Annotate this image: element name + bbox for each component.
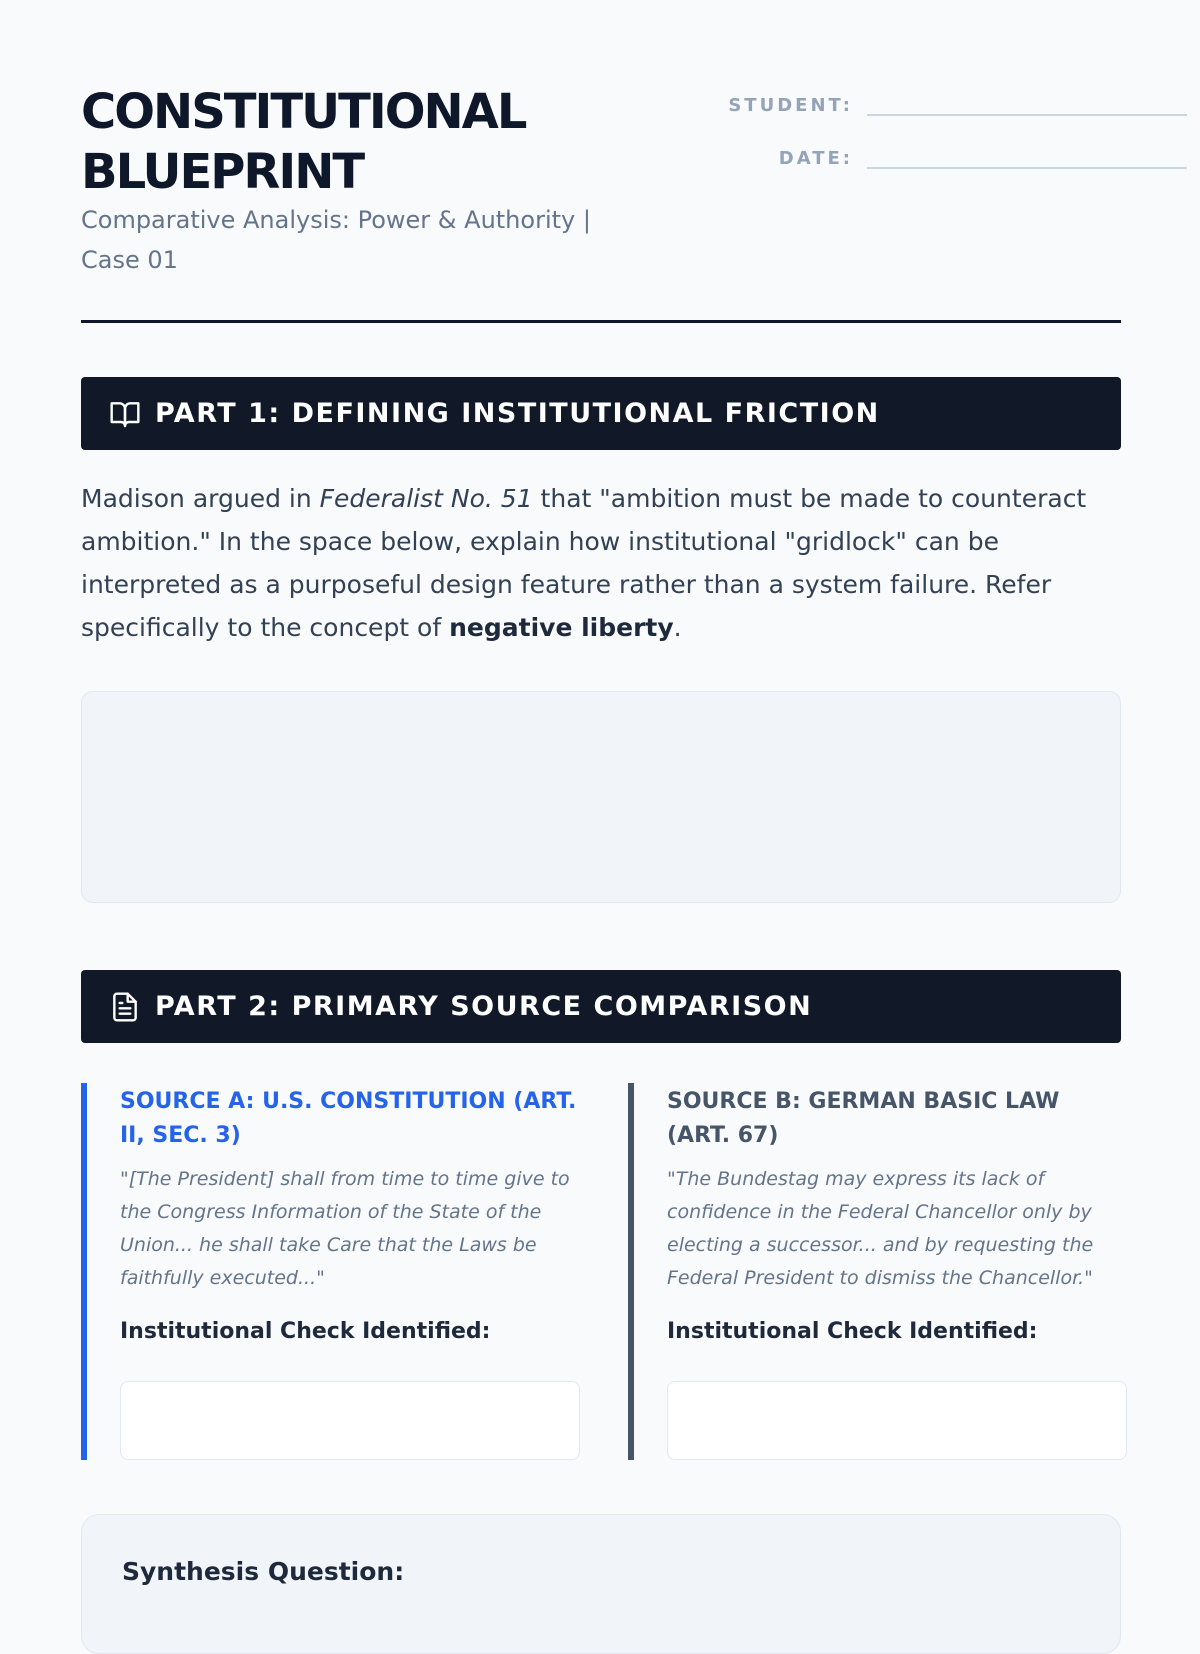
student-field-row: [665, 86, 1187, 116]
prompt-text: Madison argued in: [81, 484, 320, 513]
source-b-check-label: Institutional Check Identified:: [667, 1319, 1038, 1344]
source-a-card: [81, 1083, 576, 1460]
page-subtitle: Comparative Analysis: Power & Authority | Case 01: [81, 206, 591, 274]
worksheet-header: [81, 82, 1121, 322]
student-input-line[interactable]: [867, 86, 1187, 116]
prompt-citation: Federalist No. 51: [319, 484, 533, 513]
source-a-check-label: Institutional Check Identified:: [120, 1319, 491, 1344]
source-b-quote: "The Bundestag may express its lack of confidence in the Federal Chancellor only by electing a successor... and by requesting the Federal President to dismiss the Chancellor.": [667, 1168, 1094, 1289]
synthesis-box[interactable]: [81, 1514, 1121, 1654]
part1-heading: PART 1: DEFINING INSTITUTIONAL FRICTION: [155, 398, 880, 429]
prompt-key-term: negative liberty: [449, 613, 674, 642]
part1-heading-bar: [81, 377, 1121, 450]
date-field-row: [665, 139, 1187, 169]
source-a-check-input[interactable]: [120, 1381, 580, 1460]
synthesis-label: Synthesis Question:: [122, 1557, 405, 1586]
date-input-line[interactable]: [867, 139, 1187, 169]
part1-prompt: [81, 477, 1121, 649]
prompt-text: that "ambition must be made to counteract ambition." In the space below, explain how institutional "gridlock" can be interpreted as a purposeful design feature rather than a system failure. Refer specifically to the concept of: [81, 484, 1087, 642]
part2-heading-bar: [81, 970, 1121, 1043]
header-divider: [81, 320, 1121, 323]
document-icon: [109, 991, 141, 1023]
source-b-card: [628, 1083, 1123, 1460]
page-title: CONSTITUTIONAL BLUEPRINT: [81, 84, 526, 200]
part1-answer-box[interactable]: [81, 691, 1121, 903]
part2-heading: PART 2: PRIMARY SOURCE COMPARISON: [155, 991, 813, 1022]
open-book-icon: [109, 398, 141, 430]
prompt-text: .: [673, 613, 682, 642]
date-label: DATE:: [778, 148, 853, 169]
student-label: STUDENT:: [728, 95, 853, 116]
source-b-title: SOURCE B: GERMAN BASIC LAW (ART. 67): [667, 1089, 1060, 1148]
source-b-check-input[interactable]: [667, 1381, 1127, 1460]
source-a-quote: "[The President] shall from time to time give to the Congress Information of the State of the Union... he shall take Care that the Laws be faithfully executed...": [120, 1168, 570, 1289]
source-a-title: SOURCE A: U.S. CONSTITUTION (ART. II, SEC. 3): [120, 1089, 577, 1148]
